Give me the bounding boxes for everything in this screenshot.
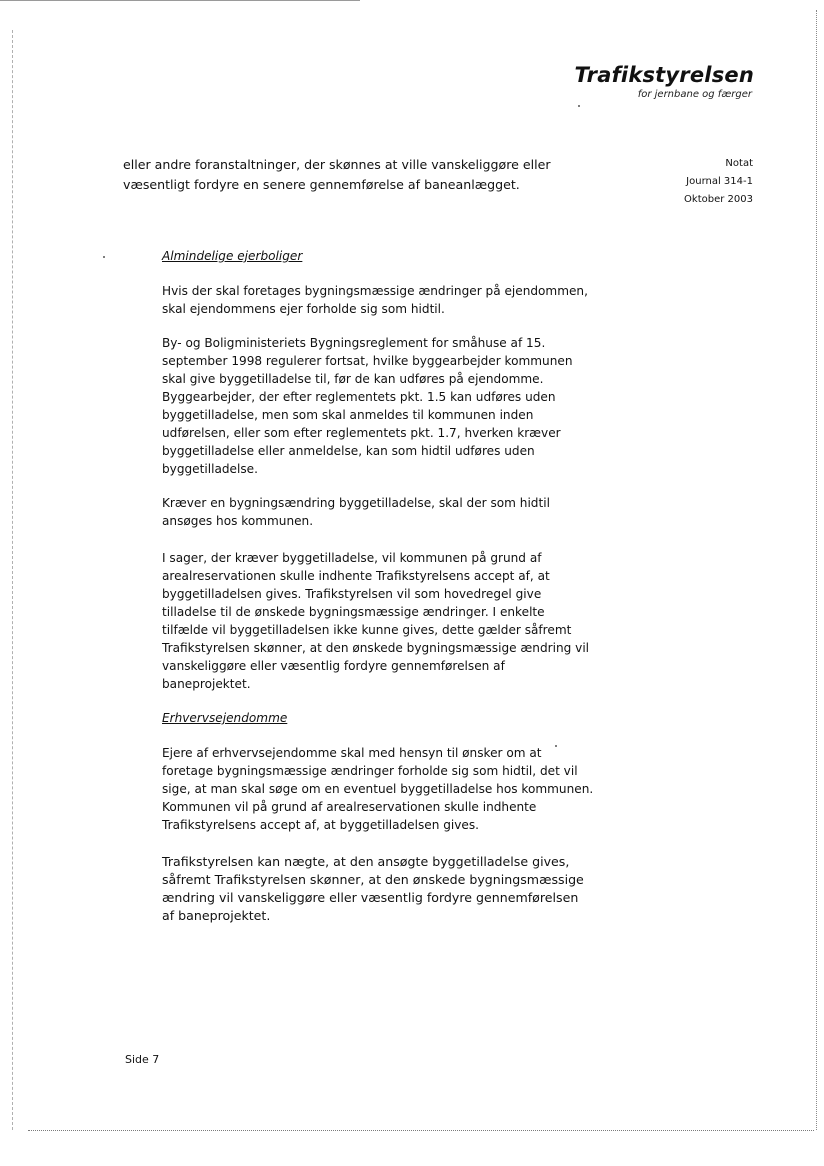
scan-speck bbox=[103, 256, 105, 258]
section-heading-ejerboliger: Almindelige ejerboliger bbox=[162, 249, 303, 263]
scan-edge-top bbox=[0, 0, 360, 1]
scan-speck bbox=[578, 105, 580, 107]
paragraph: Kræver en bygningsændring byggetilladelse, skal der som hidtil ansøges hos kommunen. bbox=[162, 496, 550, 528]
paragraph: Ejere af erhvervsejendomme skal med hensyn til ønsker om at foretage bygningsmæssige ændringer forholde sig som hidtil, det vil sige, at man skal søge om en eventuel byggetilladelse hos kommunen. Kommunen vil på grund af arealreservationen skulle indhente Trafikstyrelsens accept af, at byggetilladelsen gives. bbox=[162, 746, 594, 832]
main-content bbox=[162, 247, 594, 941]
journal-number: Journal 314-1 bbox=[686, 176, 753, 187]
page-number: Side 7 bbox=[125, 1053, 160, 1066]
document-date: Oktober 2003 bbox=[684, 194, 753, 205]
document-type: Notat bbox=[725, 158, 753, 169]
logo bbox=[574, 62, 754, 102]
section-heading-erhvervsejendomme: Erhvervsejendomme bbox=[162, 711, 288, 725]
paragraph: By- og Boligministeriets Bygningsreglement for småhuse af 15. september 1998 regulerer fortsat, hvilke byggearbejder kommunen skal give byggetilladelse til, før de kan udføres på ejendomme. Byggearbejder, der efter reglementets pkt. 1.5 kan udføres uden byggetilladelse, men som skal anmeldes til kommunen inden udførelsen, eller som efter reglementets pkt. 1.7, hverken kræver byggetilladelse eller anmeldelse, kan som hidtil udføres uden byggetilladelse. bbox=[162, 336, 573, 476]
paragraph: Trafikstyrelsen kan nægte, at den ansøgte byggetilladelse gives, såfremt Trafikstyrelsen skønner, at den ønskede bygningsmæssige ændring vil vanskeliggøre eller væsentlig fordyre gennemførelsen af baneprojektet. bbox=[162, 854, 584, 923]
lead-paragraph: eller andre foranstaltninger, der skønnes at ville vanskeliggøre eller væsentligt fordyre en senere gennemførelse af baneanlægget. bbox=[123, 157, 551, 192]
scan-edge-right bbox=[816, 10, 818, 1130]
logo-name: Trafikstyrelsen bbox=[574, 63, 754, 87]
scan-edge-left bbox=[12, 30, 14, 1130]
paragraph: Hvis der skal foretages bygningsmæssige ændringer på ejendommen, skal ejendommens ejer forholde sig som hidtil. bbox=[162, 284, 588, 316]
document-meta bbox=[684, 155, 753, 209]
logo-tagline: for jernbane og færger bbox=[637, 89, 752, 100]
paragraph: I sager, der kræver byggetilladelse, vil kommunen på grund af arealreservationen skulle indhente Trafikstyrelsens accept af, at byggetilladelsen gives. Trafikstyrelsen vil som hovedregel give tilladelse til de ønskede bygningsmæssige ændringer. I enkelte tilfælde vil byggetilladelsen ikke kunne gives, dette gælder såfremt Trafikstyrelsen skønner, at den ønskede bygningsmæssige ændring vil vanskeliggøre eller væsentlig fordyre gennemførelsen af baneprojektet. bbox=[162, 551, 590, 691]
scan-edge-bottom bbox=[28, 1130, 814, 1132]
